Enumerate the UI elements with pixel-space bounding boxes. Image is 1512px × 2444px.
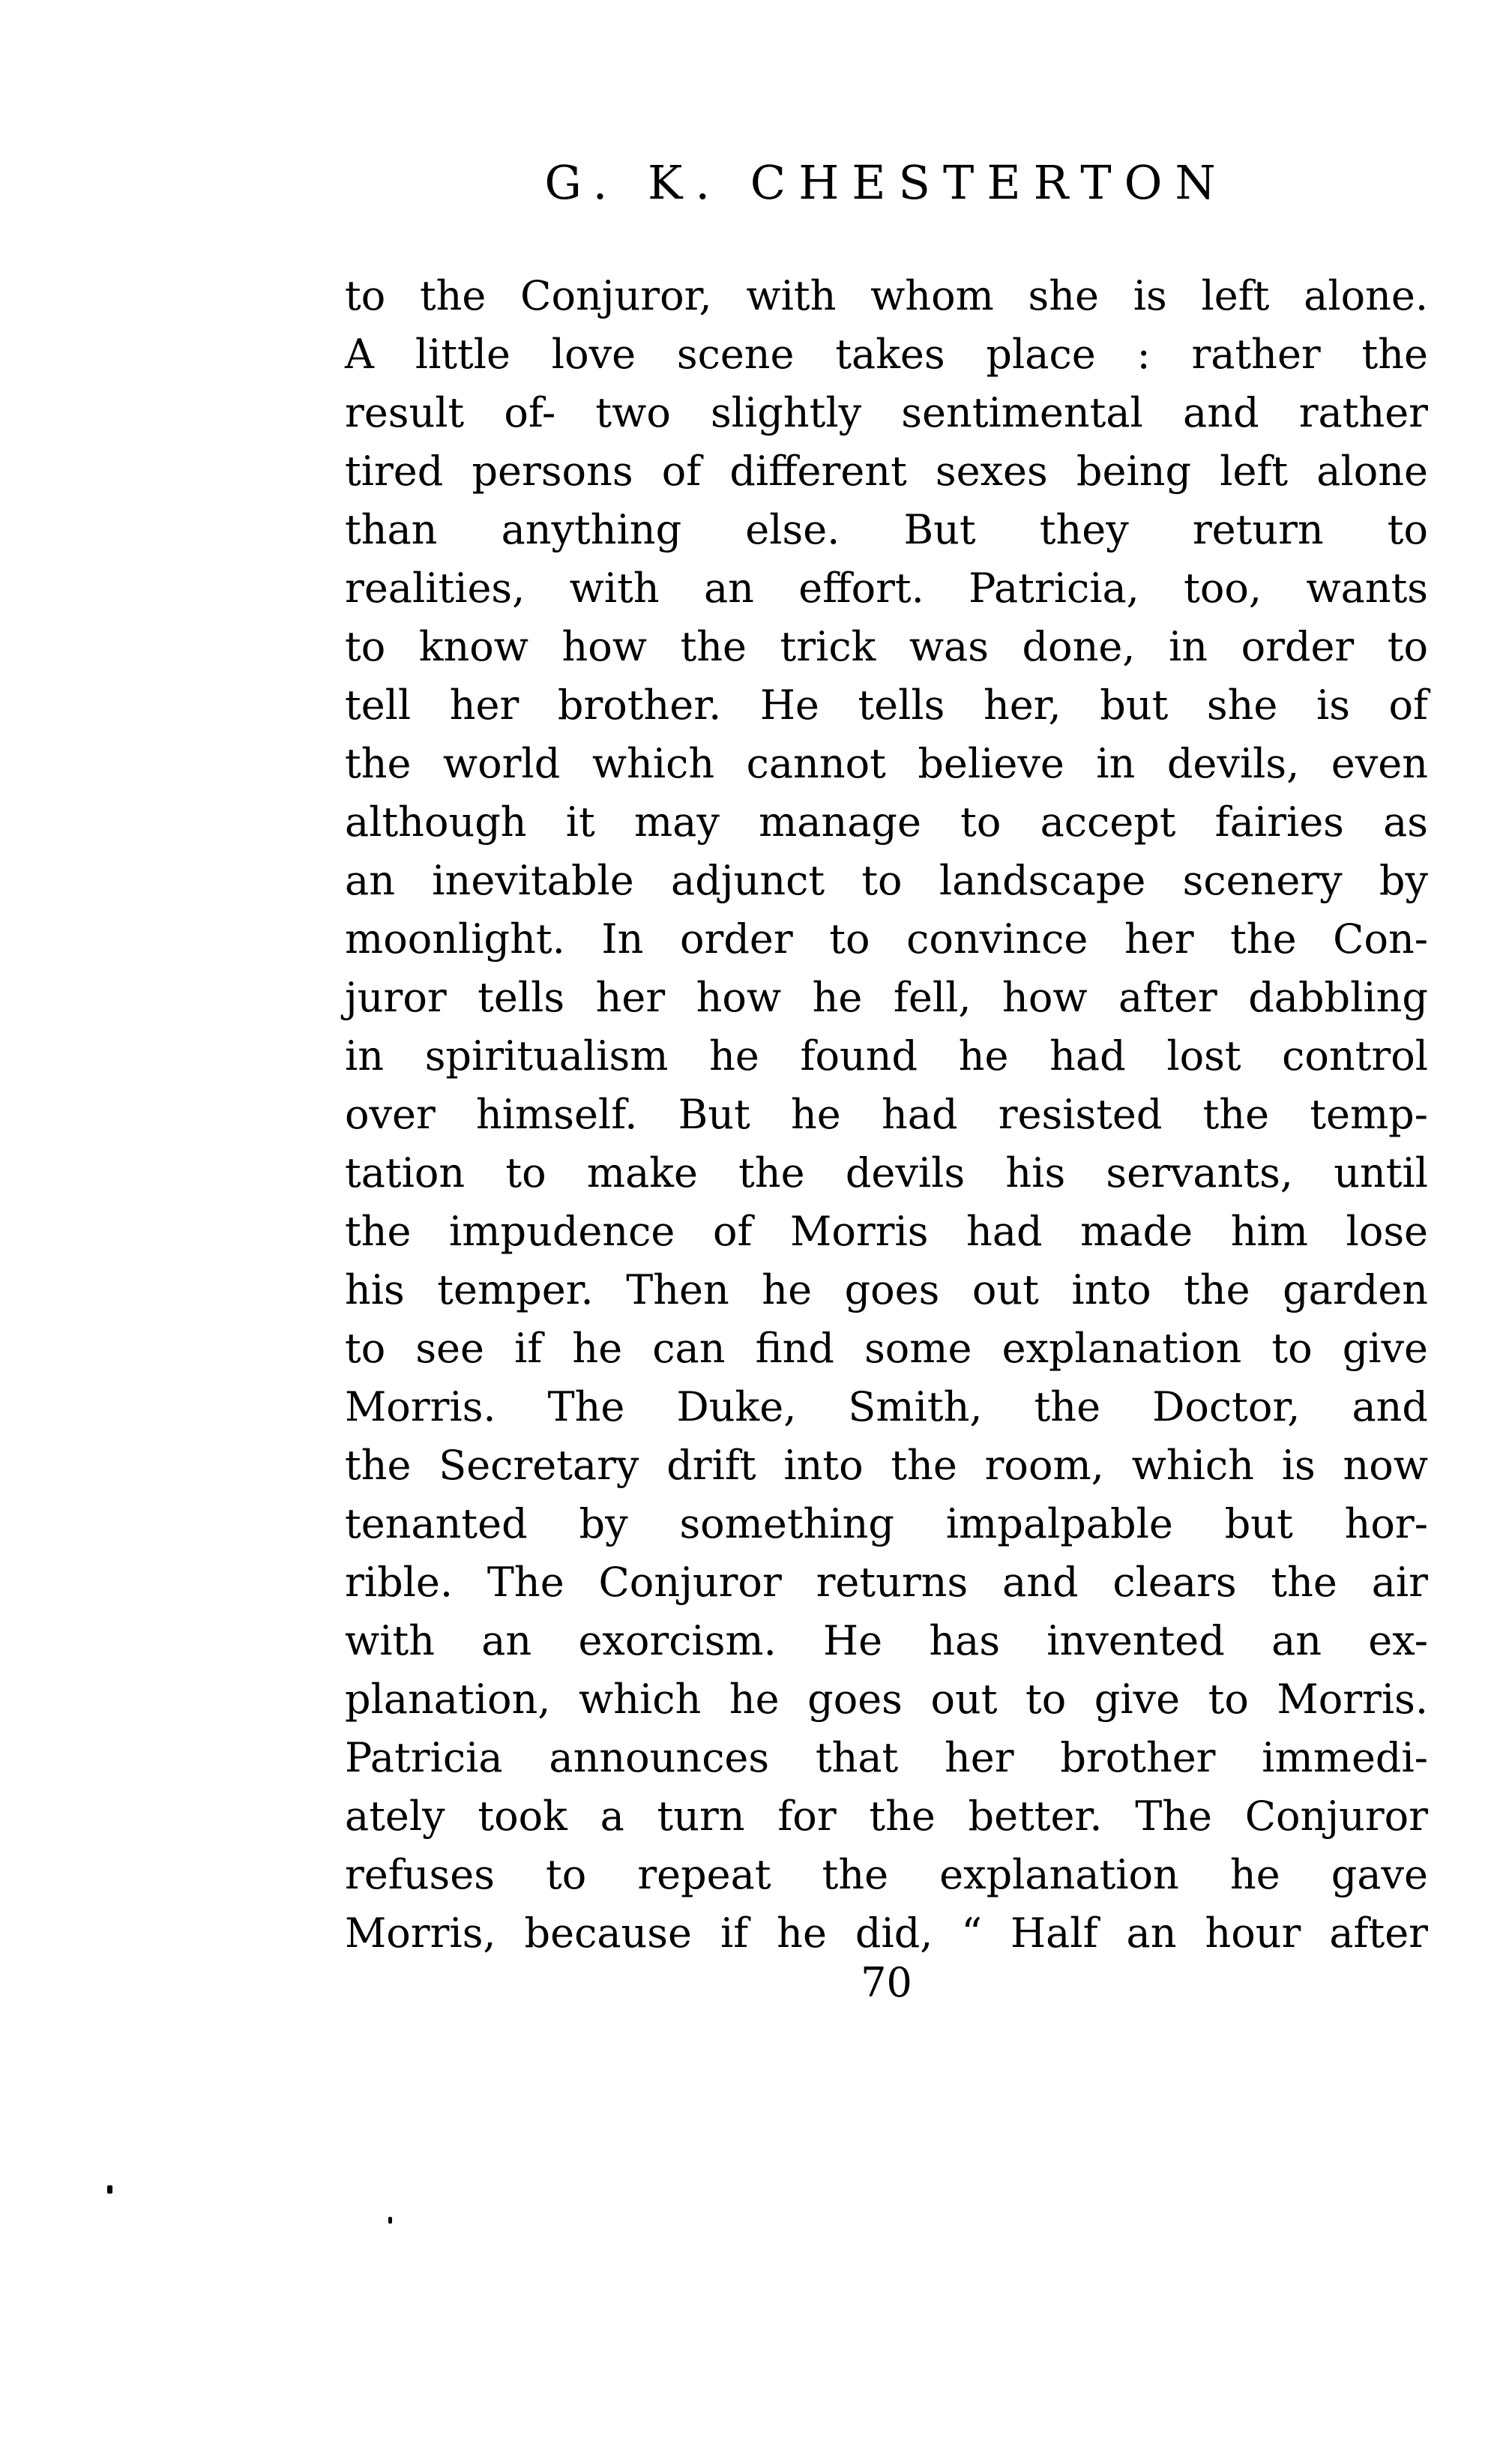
body-text [345, 267, 1428, 1963]
text-line: to the Conjuror, with whom she is left alone. [345, 272, 1428, 319]
text-line: to see if he can find some explanation to give [345, 1325, 1428, 1372]
text-line: than anything else. But they return to [345, 506, 1428, 553]
text-line: rible. The Conjuror returns and clears the air [345, 1559, 1428, 1606]
text-line: Morris. The Duke, Smith, the Doctor, and [345, 1383, 1428, 1430]
text-line: planation, which he goes out to give to Morris. [345, 1676, 1428, 1723]
text-line: tation to make the devils his servants, until [345, 1149, 1428, 1197]
text-line: result of- two slightly sentimental and rather [345, 389, 1428, 436]
text-line: in spiritualism he found he had lost control [345, 1032, 1428, 1080]
text-line: tell her brother. He tells her, but she is of [345, 681, 1428, 729]
text-line: although it may manage to accept fairies as [345, 798, 1428, 846]
running-header: G. K. CHESTERTON [544, 155, 1229, 210]
ink-speck [107, 2185, 112, 2194]
text-line: juror tells her how he fell, how after dabbling [345, 974, 1428, 1021]
text-line: tenanted by something impalpable but hor- [345, 1500, 1428, 1547]
text-line: Patricia announces that her brother immedi- [345, 1734, 1428, 1781]
text-line: the Secretary drift into the room, which is now [345, 1442, 1428, 1489]
text-line: with an exorcism. He has invented an ex- [345, 1617, 1428, 1664]
text-line: realities, with an effort. Patricia, too, wants [345, 565, 1428, 612]
text-line: to know how the trick was done, in order to [345, 623, 1428, 670]
page-number: 70 [861, 1959, 912, 2006]
text-line: moonlight. In order to convince her the Con- [345, 915, 1428, 963]
text-line: his temper. Then he goes out into the garden [345, 1266, 1428, 1313]
text-line: tired persons of different sexes being left alone [345, 448, 1428, 495]
ink-speck [388, 2217, 392, 2224]
text-line: refuses to repeat the explanation he gave [345, 1851, 1428, 1898]
text-line: the world which cannot believe in devils, even [345, 740, 1428, 787]
text-line: ately took a turn for the better. The Conjuror [345, 1793, 1428, 1840]
text-line: an inevitable adjunct to landscape scenery by [345, 857, 1428, 904]
text-line: A little love scene takes place : rather the [345, 331, 1428, 378]
text-line: the impudence of Morris had made him lose [345, 1208, 1428, 1255]
text-line: Morris, because if he did, “ Half an hour after [345, 1909, 1428, 1957]
text-line: over himself. But he had resisted the temp- [345, 1091, 1428, 1138]
